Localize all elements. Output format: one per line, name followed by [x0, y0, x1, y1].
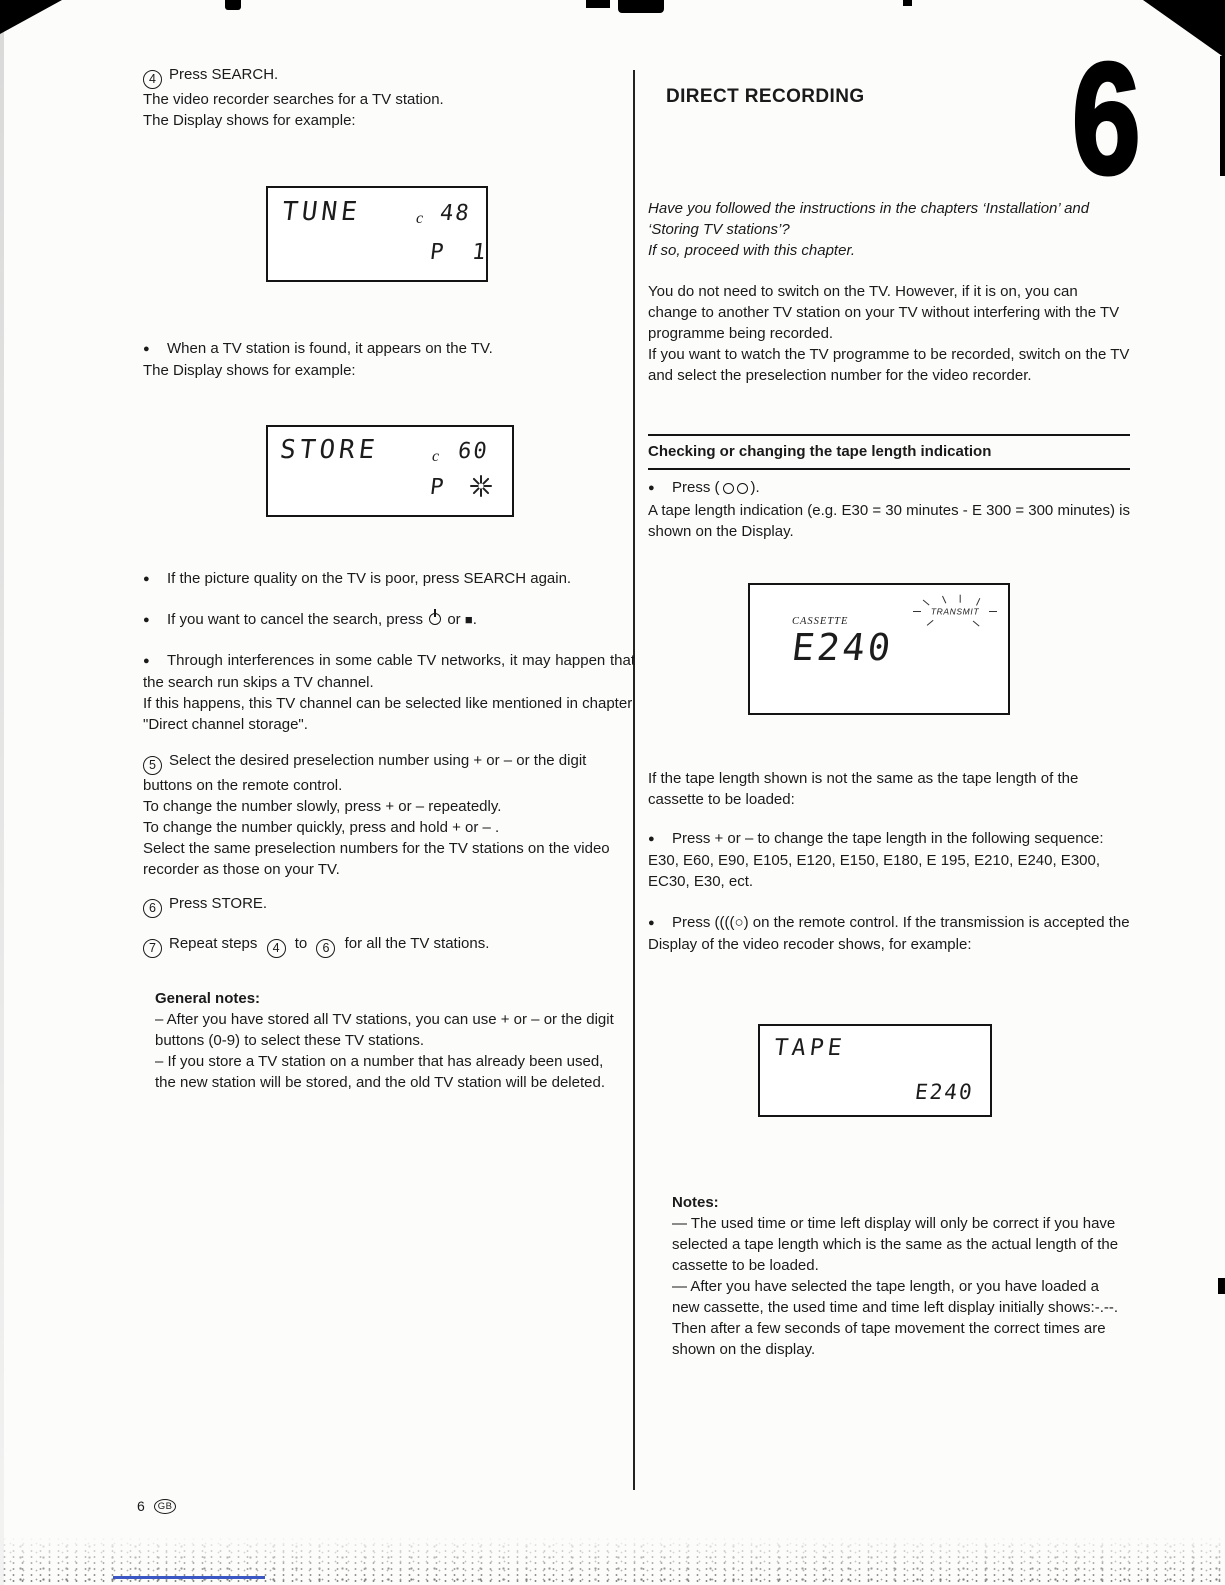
step-store-line: [143, 893, 635, 918]
step-preselect-line1: [143, 750, 635, 796]
tape-display-value: E240: [914, 1080, 976, 1104]
bullet-marker: ●: [648, 482, 655, 494]
step-circle-5: 5: [143, 756, 162, 775]
blinking-star-icon: [470, 475, 492, 497]
bullet-cancel-text-between: or: [447, 611, 461, 628]
step-search-line2: The video recorder searches for a TV station.: [143, 90, 444, 108]
step-repeat-block: [143, 933, 635, 958]
scan-artifact-right-2: [1218, 1278, 1225, 1294]
step-preselect-line2: To change the number slowly, press + or – repeatedly.: [143, 797, 502, 815]
scan-artifact-right-1: [1220, 56, 1225, 176]
tune-display-word: TUNE: [280, 197, 363, 227]
step-store-text: Press STORE.: [169, 895, 268, 912]
store-display-word: STORE: [278, 435, 381, 465]
bullet-transmit-after: ) on the remote control. If the transmission is accepted the Display of the video recoder shows, for example:: [648, 914, 1130, 953]
tune-preset-prefix: P: [428, 240, 447, 265]
tape-mismatch-para: If the tape length shown is not the same as the tape length of the cassette to be loaded:: [648, 770, 1079, 808]
step-ref-circle-4: 4: [267, 939, 286, 958]
notes-title: Notes:: [672, 1194, 719, 1211]
store-channel-value: 60: [456, 439, 491, 464]
bullet-picture-quality-text: If the picture quality on the TV is poor, press SEARCH again.: [167, 570, 572, 587]
bullet-station-found-line1: [143, 338, 635, 360]
chapter-number: 6: [1072, 31, 1141, 207]
cassette-display-panel: [748, 583, 1010, 715]
step-preselect-line4: Select the same preselection numbers for the TV stations on the video recorder as those on your TV.: [143, 839, 610, 878]
step-search-line1: [143, 64, 635, 89]
intro-italic-line2: If so, proceed with this chapter.: [648, 242, 856, 259]
bullet-marker: ●: [648, 833, 655, 845]
region-badge: GB: [154, 1499, 177, 1515]
scan-artifact-left-edge: [0, 0, 4, 1585]
bullet-cancel-line: [143, 609, 635, 631]
tape-reels-icon: [723, 483, 748, 494]
bullet-transmit-line: [648, 912, 1132, 955]
notes-block: [672, 1192, 1124, 1360]
bullet-station-found-text: When a TV station is found, it appears on the TV.: [167, 340, 493, 357]
bullet-transmit-before: Press (: [672, 914, 720, 931]
intro-body-block: [648, 281, 1130, 386]
bullet-change-length-text: Press + or – to change the tape length in the following sequence: E30, E60, E90, E105, E120, E150, E180, E 195, E210, E240, E300, EC30, E30, ect.: [648, 830, 1104, 890]
intro-italic-block: [648, 198, 1130, 261]
step-repeat-text2: to: [294, 935, 308, 952]
tape-length-para: A tape length indication (e.g. E30 = 30 minutes - E 300 = 300 minutes) is shown on the Display.: [648, 502, 1130, 540]
bullet-press-tape-before: Press (: [672, 479, 720, 496]
general-notes-title: General notes:: [155, 990, 261, 1007]
intro-body-para2: If you want to watch the TV programme to be recorded, switch on the TV and select the preselection number for the video recorder.: [648, 346, 1130, 384]
bullet-marker: ●: [143, 614, 150, 626]
intro-italic-line1: Have you followed the instructions in the chapters ‘Installation’ and ‘Storing TV stations’?: [648, 200, 1090, 238]
tape-length-para-block: [648, 500, 1130, 542]
chapter-title: DIRECT RECORDING: [666, 86, 865, 107]
section-header-text: Checking or changing the tape length indication: [648, 443, 992, 460]
scan-blue-mark: [113, 1576, 265, 1579]
page-number: 6: [137, 1498, 145, 1514]
bullet-station-found-line2: The Display shows for example:: [143, 362, 356, 379]
step-repeat-line: [143, 933, 635, 958]
step-search-line3: The Display shows for example:: [143, 111, 356, 129]
bullet-cancel-text-before: If you want to cancel the search, press: [167, 611, 423, 628]
step-circle-6: 6: [143, 899, 162, 918]
step-preselect-text1: Select the desired preselection number using + or – or the digit buttons on the remote control.: [143, 752, 587, 794]
transmit-indicator: [916, 599, 994, 625]
tune-preset-value: 1: [470, 240, 489, 265]
tape-mismatch-block: [648, 768, 1130, 810]
bullet-change-length-line: [648, 828, 1132, 892]
bullet-change-length-block: [648, 828, 1132, 892]
stop-icon: ■: [464, 612, 473, 627]
step-repeat-text3: for all the TV stations.: [344, 935, 490, 952]
bullet-interference-block: [143, 650, 635, 735]
bullet-press-tape-line: [648, 477, 1130, 499]
scan-artifact-top-3: [618, 0, 664, 13]
scan-artifact-top-1: [225, 0, 241, 10]
step-repeat-text1: Repeat steps: [169, 935, 258, 952]
step-circle-7: 7: [143, 939, 162, 958]
store-display-panel: [266, 425, 514, 517]
tune-channel-prefix: c: [416, 210, 424, 227]
scan-artifact-top-right: [1143, 0, 1225, 58]
bullet-interference-line2: If this happens, this TV channel can be selected like mentioned in chapter "Direct channel storage".: [143, 695, 633, 733]
scan-artifact-top-2: [586, 0, 610, 8]
bullet-cancel-block: [143, 609, 635, 631]
step-preselect-line3: To change the number quickly, press and hold + or – .: [143, 818, 500, 836]
bullet-station-found-block: [143, 338, 635, 381]
intro-body-para1: You do not need to switch on the TV. However, if it is on, you can change to another TV station on your TV without interfering with the TV programme being recorded.: [648, 283, 1120, 342]
general-notes-note1: – After you have stored all TV stations, you can use + or – or the digit buttons (0-9) to select these TV stations.: [155, 1011, 614, 1049]
cassette-value: E240: [789, 626, 896, 669]
step-circle-4: 4: [143, 70, 162, 89]
step-store-block: [143, 893, 635, 918]
step-preselect-block: [143, 750, 635, 880]
bullet-interference-line1: [143, 650, 635, 693]
step-ref-circle-6: 6: [316, 939, 335, 958]
page-footer: [137, 1496, 176, 1517]
tune-display-panel: [266, 186, 488, 282]
cassette-label: CASSETTE: [792, 616, 849, 627]
bullet-marker: ●: [143, 573, 150, 585]
tape-display-word: TAPE: [772, 1035, 848, 1061]
bullet-picture-quality-block: [143, 568, 635, 590]
bullet-cancel-text-after: .: [472, 611, 477, 628]
bullet-picture-quality-line: [143, 568, 635, 590]
standby-icon: [429, 613, 441, 625]
remote-transmit-icon: (((○: [719, 914, 744, 931]
transmit-label: TRANSMIT: [930, 606, 980, 617]
store-channel-prefix: c: [432, 448, 440, 465]
tune-channel-value: 48: [438, 201, 473, 226]
bullet-press-tape-after: ).: [750, 479, 760, 496]
bullet-interference-text1: Through interferences in some cable TV networks, it may happen that the search run skips a TV channel.: [143, 652, 635, 691]
step-search-block: [143, 64, 635, 131]
bullet-marker: ●: [143, 343, 150, 355]
notes-note1: — The used time or time left display will only be correct if you have selected a tape length which is the same as the actual length of the cassette to be loaded.: [672, 1215, 1119, 1274]
bullet-transmit-block: [648, 912, 1132, 955]
scan-artifact-top-left: [0, 0, 62, 34]
store-preset-prefix: P: [428, 475, 447, 500]
tape-display-panel: [758, 1024, 992, 1117]
bullet-marker: ●: [143, 655, 150, 667]
step-search-title: Press SEARCH.: [169, 66, 279, 83]
bullet-press-tape-block: [648, 477, 1130, 499]
scan-artifact-top-4: [903, 0, 912, 6]
general-notes-block: [155, 988, 625, 1093]
section-header-tape-length: [648, 434, 1130, 470]
general-notes-note2: – If you store a TV station on a number that has already been used, the new station will be stored, and the old TV station will be deleted.: [155, 1053, 605, 1091]
bullet-marker: ●: [648, 917, 655, 929]
notes-note2: — After you have selected the tape length, or you have loaded a new cassette, the used time and time left display initially shows:-.--. Then after a few seconds of tape movement the correct times are shown on the display.: [672, 1278, 1119, 1358]
